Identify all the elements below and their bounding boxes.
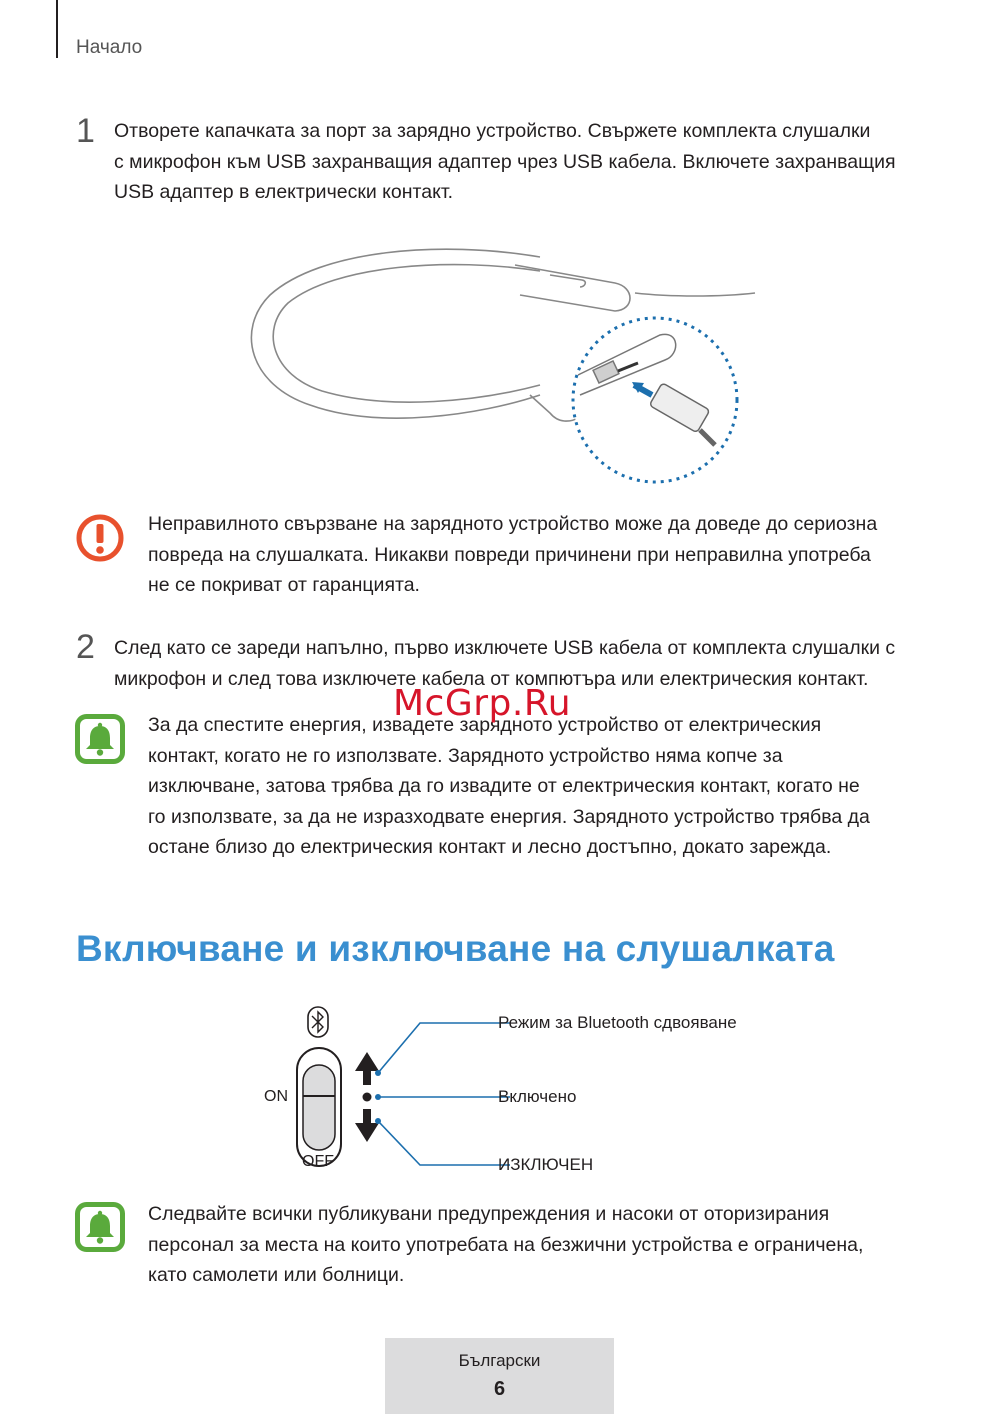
step-1-line: Отворете капачката за порт за зарядно устройство. Свържете комплекта слушалки xyxy=(114,120,871,142)
caution-line: не се покриват от гаранцията. xyxy=(148,574,420,596)
switch-off-label: OFF xyxy=(302,1153,334,1170)
power-switch-diagram xyxy=(290,1005,510,1175)
step-1-line: с микрофон към USB захранващия адаптер чрез USB кабела. Включете захранващия xyxy=(114,150,896,173)
callout-pairing-mode: Режим за Bluetooth сдвояване xyxy=(498,1013,737,1032)
switch-on-label: ON xyxy=(264,1088,288,1105)
watermark: McGrp.Ru xyxy=(393,683,572,724)
note-1-line: контакт, когато не го използвате. Зарядното устройство няма копче за xyxy=(148,744,783,767)
caution-line: повреда на слушалката. Никакви повреди причинени при неправилна употреба xyxy=(148,543,871,566)
headset-charging-illustration xyxy=(240,235,760,485)
slide-switch xyxy=(297,1048,341,1166)
step-number-1: 1 xyxy=(76,112,95,150)
bell-icon xyxy=(75,714,125,764)
page-footer xyxy=(385,1338,614,1414)
step-2-line: След като се зареди напълно, първо изключете USB кабела от комплекта слушалки с xyxy=(114,637,896,659)
footer-language: Български xyxy=(458,1351,541,1370)
note-1-line: За да спестите енергия, извадете зарядното устройство от електрическия xyxy=(148,714,822,736)
note-1-line: остане близо до електрическия контакт и лесно достъпно, докато зарежда. xyxy=(148,836,832,858)
note-2-text xyxy=(148,1199,863,1291)
step-2-line: микрофон и след това изключете кабела от компютъра или електрическия контакт. xyxy=(114,667,869,690)
caution-icon xyxy=(75,513,125,563)
caution-line: Неправилното свързване на зарядното устройство може да доведе до сериозна xyxy=(148,513,878,535)
caution-text xyxy=(148,509,877,601)
note-2-line: персонал за места на които употребата на безжични устройства е ограничена, xyxy=(148,1233,864,1256)
note-2-line: като самолети или болници. xyxy=(148,1264,405,1286)
down-arrow-icon xyxy=(355,1109,379,1142)
step-number-2: 2 xyxy=(76,628,95,666)
note-1-text xyxy=(148,710,870,863)
step-1-text xyxy=(114,116,896,208)
callout-on: Включено xyxy=(498,1087,577,1106)
page-number: 6 xyxy=(493,1378,506,1400)
callout-off: ИЗКЛЮЧЕН xyxy=(498,1155,594,1174)
bell-icon xyxy=(75,1202,125,1252)
section-title: Включване и изключване на слушалката xyxy=(76,928,835,969)
note-1-line: изключване, затова трябва да го извадите от електрическия контакт, когато не xyxy=(148,775,860,797)
note-1-line: го използвате, за да не изразходвате енергия. Зарядното устройство трябва да xyxy=(148,805,870,828)
note-2-line: Следвайте всички публикувани предупреждения и насоки от оторизирания xyxy=(148,1203,830,1225)
header-section-label: Начало xyxy=(76,37,143,58)
up-arrow-icon xyxy=(355,1052,379,1085)
middle-dot xyxy=(363,1093,372,1102)
callout-lines xyxy=(378,1023,510,1165)
step-1-line: USB адаптер в електрически контакт. xyxy=(114,181,454,203)
bluetooth-icon xyxy=(308,1007,328,1037)
header-rule xyxy=(56,0,58,58)
